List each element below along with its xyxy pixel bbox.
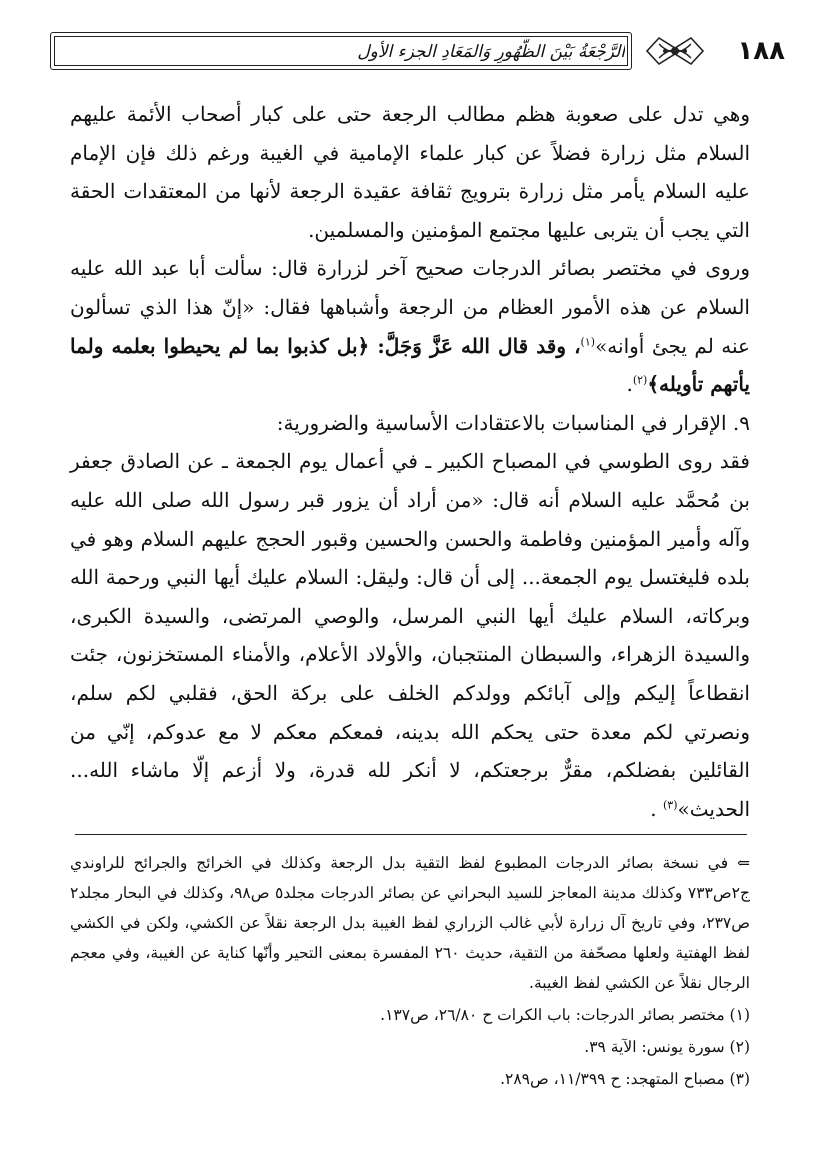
page-number: ١٨٨ bbox=[737, 36, 785, 66]
paragraph-basair-narration bbox=[70, 249, 750, 403]
footnote-ref-3: (٣) bbox=[662, 798, 678, 812]
footnote-ref-1: (١) bbox=[580, 334, 596, 348]
footnotes bbox=[70, 848, 750, 1094]
section-heading-9: ٩. الإقرار في المناسبات بالاعتقادات الأساسية والضرورية: bbox=[276, 410, 750, 435]
main-text bbox=[70, 95, 750, 828]
book-title: الرَّجْعَةُ بَيْنَ الظُّهُورِ وَالمَعَادِ الجزء الأول bbox=[357, 42, 625, 62]
footnote-separator bbox=[75, 834, 747, 835]
paragraph-misbah-ziyara bbox=[70, 442, 750, 828]
footnote-2: (٢) سورة يونس: الآية ٣٩. bbox=[584, 1038, 750, 1056]
header-title-frame bbox=[50, 32, 632, 70]
narration-text: وروى في مختصر بصائر الدرجات صحيح آخر لزرارة قال: سألت أبا عبد الله عليه السلام عن هذه الأمور العظام من الرجعة وأشباهها فقال: «إنّ هذا الذي تسألون عنه لم يجئ أوانه» bbox=[70, 256, 750, 358]
narration-end: . bbox=[626, 372, 633, 397]
footnote-ref-2: (٢) bbox=[632, 373, 648, 387]
ziyara-text: فقد روى الطوسي في المصباح الكبير ـ في أعمال يوم الجمعة ـ عن الصادق جعفر بن مُحمَّد عليه السلام أنه قال: «من أراد أن يزور قبر رسول الله صلى الله عليه وآله وأمير المؤمنين وفاطمة والحسن والحسين وقبور الحجج عليهم السلام وهو في بلده فليغتسل يوم الجمعة... إلى أن قال: وليقل: السلام عليك أيها النبي ورحمة الله وبركاته، السلام عليك أيها النبي المرسل، والوصي المرتضى، والسيدة الكبرى، والسيدة الزهراء، والسبطان المنتجبان، والأولاد الأعلام، والأمناء المستخزنون، جئت انقطاعاً إليكم وإلى آبائكم وولدكم الخلف على بركة الحق، فقلبي لكم سلم، ونصرتي لكم معدة حتى يحكم الله بدينه، فمعكم معكم لا مع عدوكم، إنّي من القائلين بفضلكم، مقرٌّ برجعتكم، لا أنكر لله قدرة، ولا أزعم إلّا ماشاء الله... الحديث» bbox=[70, 449, 750, 821]
running-header bbox=[50, 32, 785, 74]
footnote-continuation: ⇐ في نسخة بصائر الدرجات المطبوع لفظ التقية بدل الرجعة وكذلك في الخرائج والجرائح للراوندي ج٢ص٧٣٣ وكذلك مدينة المعاجز للسيد البحراني عن بصائر الدرجات مجلد٥ ص٩٨، وكذلك في البحار مجلد٢ ص٢٣٧، وفي تاريخ آل زرارة لأبي غالب الزراري لفظ الغيبة بدل الرجعة نقلاً عن الكشي، ولكن في الكشي لفظ الهفتية ولعلها مصحّفة من التقية، حديث ٢٦٠ المفسرة بمعنى التحير وأنّها كناية عن الغيبة، وفي معجم الرجال نقلاً عن الكشي لفظ الغيبة. bbox=[70, 854, 750, 992]
paragraph-zurara-difficulty: وهي تدل على صعوبة هظم مطالب الرجعة حتى على كبار أصحاب الأئمة عليهم السلام مثل زرارة فضلاً عن كبار علماء الإمامية في الغيبة ورغم ذلك فإن الإمام عليه السلام يأمر مثل زرارة بترويج ثقافة عقيدة الرجعة لأنها من المعتقدات الحقة التي يجب أن يتربى عليها مجتمع المؤمنين والمسلمين. bbox=[70, 102, 750, 242]
footnote-3: (٣) مصباح المتهجد: ح ١١/٣٩٩، ص٢٨٩. bbox=[500, 1070, 750, 1088]
footnote-1: (١) مختصر بصائر الدرجات: باب الكرات ح ٢٦/٨٠، ص١٣٧. bbox=[380, 1006, 750, 1024]
floral-ornament-icon bbox=[645, 34, 705, 68]
ziyara-end: . bbox=[650, 796, 663, 821]
quran-quote: ، وقد قال الله عَزَّ وَجَلَّ: ﴿بل كذبوا بما لم يحيطوا بعلمه ولما يأتهم تأويله﴾ bbox=[70, 333, 750, 397]
